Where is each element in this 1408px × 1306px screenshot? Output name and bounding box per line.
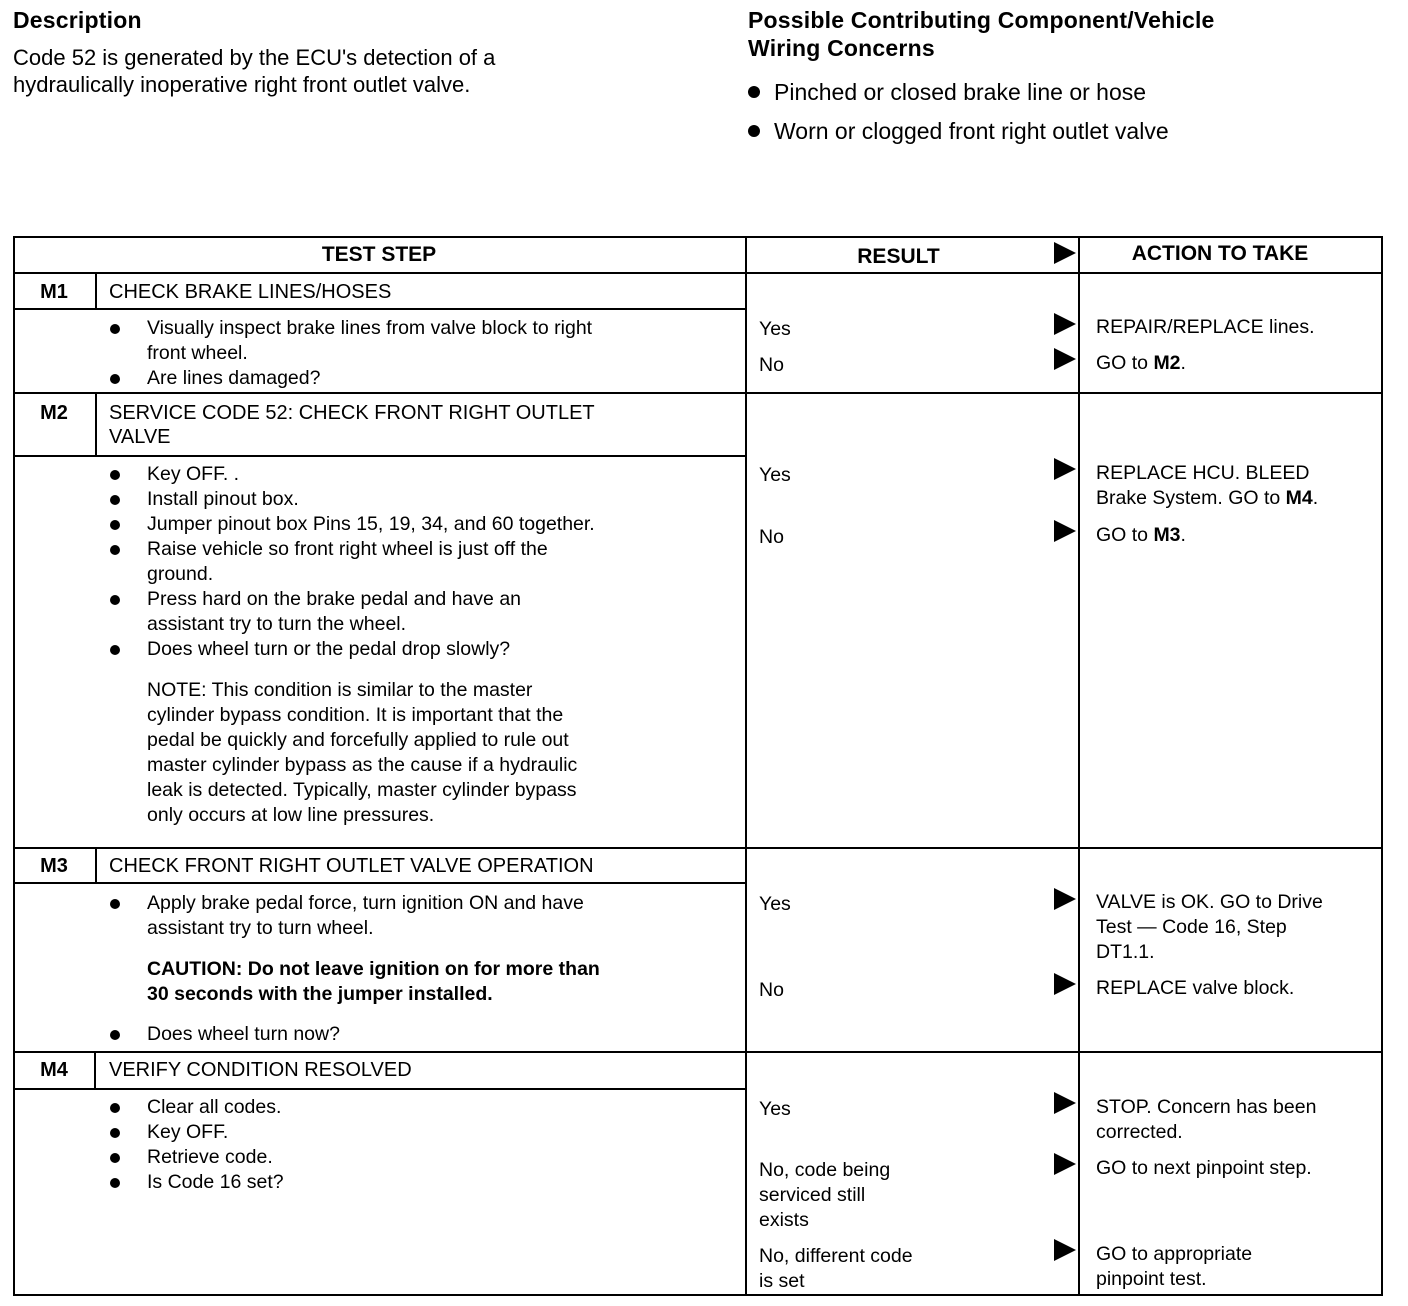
header-test-step: TEST STEP [321,243,437,266]
description-line-2: hydraulically inoperative right front outlet valve. [13,72,471,97]
arrow-right-icon [1054,888,1076,910]
note-text: NOTE: This condition is similar to the master cylinder bypass condition. It is important that the pedal be quickly and forcefully applied to rule out master cylinder bypass as the cause if a hydraulic leak is detected. Typically, master cylinder bypass only occurs at low line pressures. [147,679,578,826]
arrow-right-icon [1054,458,1076,480]
result-no: No [759,526,784,548]
arrow-right-icon [1054,348,1076,370]
action-text: VALVE is OK. GO to Drive Test — Code 16, Step DT1.1. [1096,891,1323,963]
step-id-m3: M3 [40,855,68,877]
step-title: VALVE [109,426,171,448]
bullet-icon [110,645,120,655]
bullet-icon [110,470,120,480]
result-no: No [759,354,784,376]
action-text: GO to next pinpoint step. [1096,1157,1312,1179]
bullet-icon [110,495,120,505]
arrow-right-icon [1054,1092,1076,1114]
step-id-m1: M1 [40,281,68,303]
action-text: GO to M3. [1096,524,1186,546]
bullet-icon [110,1153,120,1163]
description-line-1: Code 52 is generated by the ECU's detection of a [13,45,496,70]
step-id-m4: M4 [40,1059,68,1081]
action-text: REPAIR/REPLACE lines. [1096,316,1315,338]
result-no-same-code: No, code being serviced still exists [759,1159,891,1231]
action-text: GO to M2. [1096,352,1186,374]
result-yes: Yes [759,464,791,486]
arrow-right-icon [1054,1153,1076,1175]
arrow-right-icon [1054,313,1076,335]
bullet-icon [110,1030,120,1040]
bullet-icon [110,1103,120,1113]
result-yes: Yes [759,893,791,915]
arrow-right-icon [1054,242,1076,264]
header-result: RESULT [857,245,940,268]
concerns-heading-line-2: Wiring Concerns [748,35,935,61]
step-title: CHECK FRONT RIGHT OUTLET VALVE OPERATION [109,855,594,877]
bullet-icon [110,899,120,909]
action-text: STOP. Concern has been corrected. [1096,1096,1317,1143]
concern-item: Worn or clogged front right outlet valve [748,116,1169,146]
arrow-right-icon [1054,973,1076,995]
concerns-heading-line-1: Possible Contributing Component/Vehicle [748,7,1215,33]
result-no: No [759,979,784,1001]
header-action: ACTION TO TAKE [1131,242,1309,265]
step-title: SERVICE CODE 52: CHECK FRONT RIGHT OUTLET [109,402,595,424]
action-text: REPLACE valve block. [1096,977,1295,999]
bullet-icon [110,1178,120,1188]
concern-item: Pinched or closed brake line or hose [748,77,1146,107]
bullet-icon [110,520,120,530]
bullet-icon [110,1128,120,1138]
action-text: GO to appropriate pinpoint test. [1096,1243,1253,1290]
arrow-right-icon [1054,1239,1076,1261]
action-text: REPLACE HCU. BLEED Brake System. GO to M4. [1096,462,1319,509]
result-no-different-code: No, different code is set [759,1245,913,1292]
arrow-right-icon [1054,520,1076,542]
step-title: CHECK BRAKE LINES/HOSES [109,281,392,303]
step-id-m2: M2 [40,402,68,424]
result-yes: Yes [759,1098,791,1120]
caution-text: CAUTION: Do not leave ignition on for more than 30 seconds with the jumper installed. [147,958,600,1005]
result-yes: Yes [759,318,791,340]
bullet-icon [748,86,760,98]
description-heading: Description [13,7,142,33]
bullet-icon [748,125,760,137]
bullet-icon [110,374,120,384]
bullet-icon [110,545,120,555]
bullet-icon [110,595,120,605]
bullet-icon [110,324,120,334]
step-title: VERIFY CONDITION RESOLVED [109,1059,412,1081]
